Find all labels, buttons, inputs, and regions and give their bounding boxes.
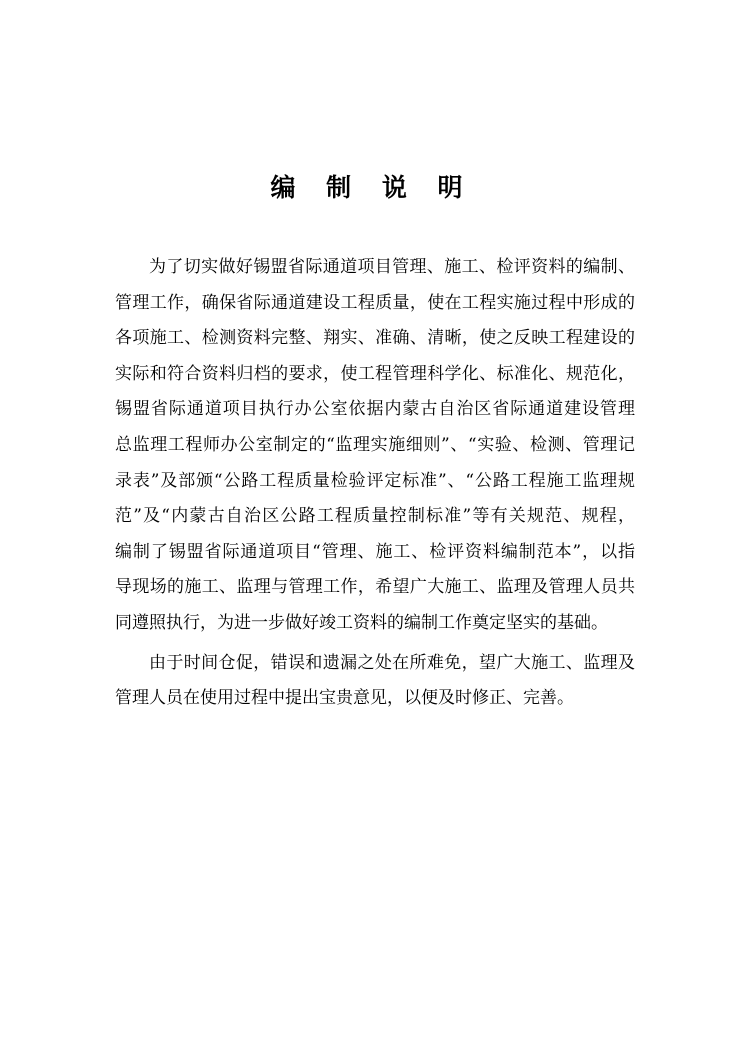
- paragraph-line: 为了切实做好锡盟省际通道项目管理、施工、检评资料的编制、: [149, 257, 635, 277]
- paragraph-line: 同遵照执行，为进一步做好竣工资料的编制工作奠定坚实的基础。: [115, 612, 608, 633]
- page-title: 编 制 说 明: [270, 173, 474, 202]
- paragraph-line: 管理人员在使用过程中提出宝贵意见，以便及时修正、完善。: [115, 688, 574, 709]
- paragraph-line: 锡盟省际通道项目执行办公室依据内蒙古自治区省际通道建设管理: [115, 399, 635, 420]
- paragraph-line: 总监理工程师办公室制定的“监理实施细则”、“实验、检测、管理记: [115, 434, 635, 455]
- body-text: [115, 250, 635, 717]
- paragraph-line: 范”及“内蒙古自治区公路工程质量控制标准”等有关规范、规程，: [115, 506, 635, 527]
- paragraph-2: [115, 646, 635, 717]
- paragraph-line: 编制了锡盟省际通道项目“管理、施工、检评资料编制范本”，以指: [115, 541, 635, 562]
- paragraph-line: 实际和符合资料归档的要求，使工程管理科学化、标准化、规范化，: [115, 363, 635, 384]
- paragraph-line: 各项施工、检测资料完整、翔实、准确、清晰，使之反映工程建设的: [115, 328, 635, 349]
- paragraph-line: 录表”及部颁“公路工程质量检验评定标准”、“公路工程施工监理规: [115, 470, 635, 491]
- paragraph-line: 导现场的施工、监理与管理工作，希望广大施工、监理及管理人员共: [115, 577, 635, 598]
- paragraph-1: [115, 250, 635, 642]
- paragraph-line: 由于时间仓促，错误和遗漏之处在所难免，望广大施工、监理及: [149, 652, 635, 673]
- paragraph-line: 管理工作，确保省际通道建设工程质量，使在工程实施过程中形成的: [115, 292, 635, 313]
